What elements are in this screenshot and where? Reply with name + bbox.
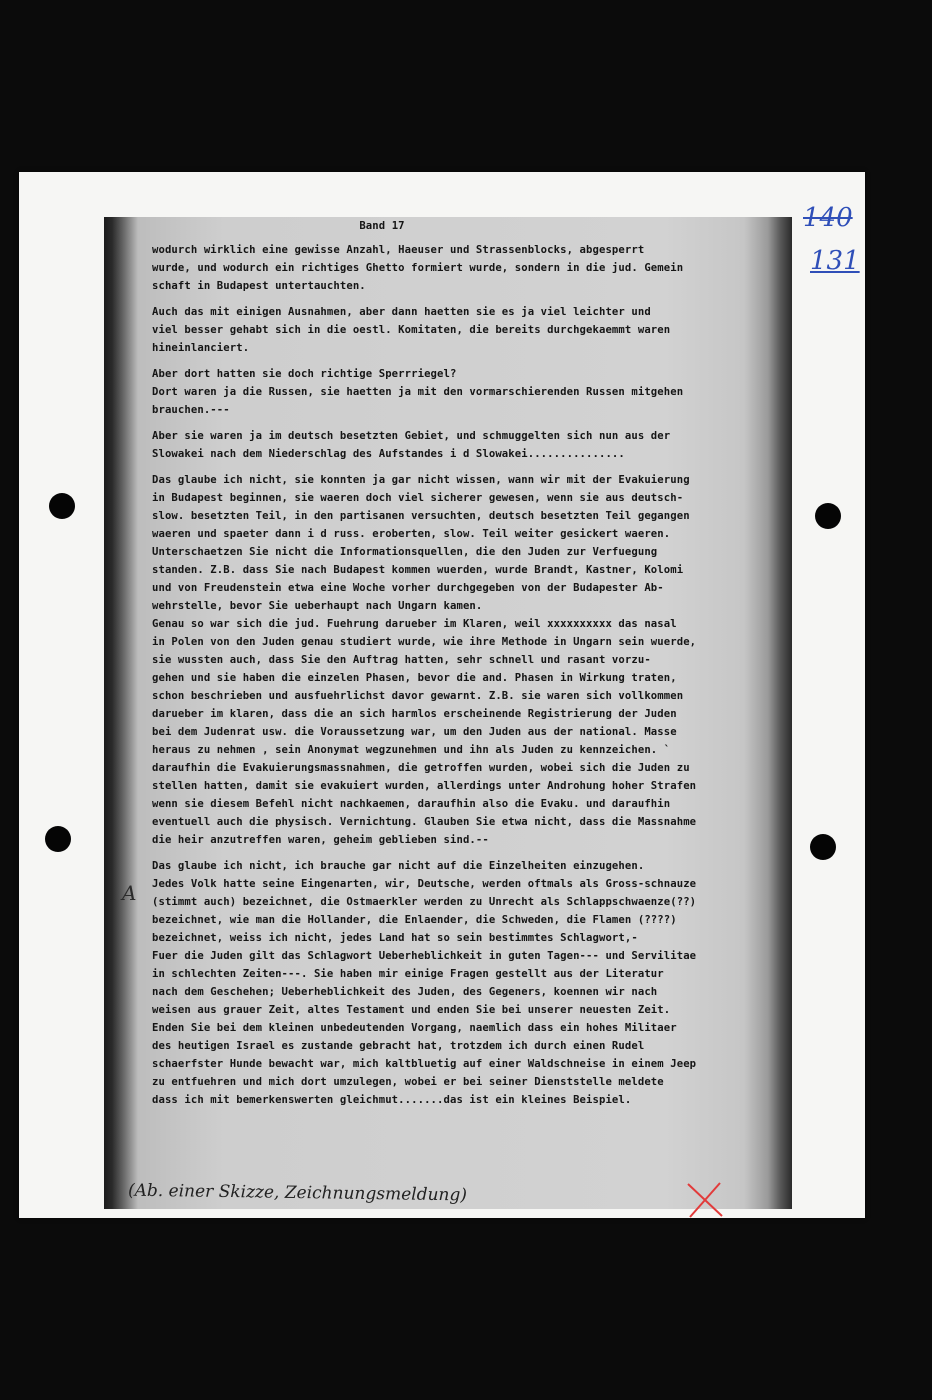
text-line: wodurch wirklich eine gewisse Anzahl, Haeuser und Strassenblocks, abgesperrt: [152, 244, 645, 256]
text-line: in Polen von den Juden genau studiert wurde, wie ihre Methode in Ungarn sein wuerde,: [152, 636, 697, 648]
text-line: brauchen.---: [152, 404, 230, 416]
text-line: Auch das mit einigen Ausnahmen, aber dann haetten sie es ja viel leichter und: [152, 306, 651, 318]
text-line: weisen aus grauer Zeit, altes Testament und enden Sie bei unserer neuesten Zeit.: [152, 1004, 671, 1016]
text-line: Dort waren ja die Russen, sie haetten ja mit den vormarschierenden Russen mitgehen: [152, 386, 684, 398]
text-line: in schlechten Zeiten---. Sie haben mir einige Fragen gestellt aus der Literatur: [152, 968, 664, 980]
text-line: hineinlanciert.: [152, 342, 250, 354]
text-line: Das glaube ich nicht, sie konnten ja gar nicht wissen, wann wir mit der Evakuierung: [152, 474, 690, 486]
text-line: die heir anzutreffen waren, geheim geblieben sind.--: [152, 834, 489, 846]
text-line: sie wussten auch, dass Sie den Auftrag hatten, sehr schnell und rasant vorzu-: [152, 654, 651, 666]
punch-hole-right-top: [815, 503, 841, 529]
text-line: schaerfster Hunde bewacht war, mich kaltbluetig auf einer Waldschneise in einem Jeep: [152, 1058, 697, 1070]
text-line: heraus zu nehmen , sein Anonymat wegzunehmen und ihn als Juden zu kennzeichen. `: [152, 744, 671, 756]
archive-number-upper: 140: [803, 203, 853, 233]
text-line: stellen hatten, damit sie evakuiert wurden, allerdings unter Androhung hoher Strafen: [152, 780, 697, 792]
text-line: viel besser gehabt sich in die oestl. Komitaten, die bereits durchgekaemmt waren: [152, 324, 671, 336]
text-line: Fuer die Juden gilt das Schlagwort Ueberheblichkeit in guten Tagen--- und Servilitae: [152, 950, 697, 962]
text-line: Genau so war sich die jud. Fuehrung darueber im Klaren, weil xxxxxxxxxx das nasal: [152, 618, 677, 630]
text-line: des heutigen Israel es zustande gebracht hat, trotzdem ich durch einen Rudel: [152, 1040, 645, 1052]
text-line: Das glaube ich nicht, ich brauche gar nicht auf die Einzelheiten einzugehen.: [152, 860, 645, 872]
text-line: eventuell auch die physisch. Vernichtung. Glauben Sie etwa nicht, dass die Massnahme: [152, 816, 697, 828]
paragraph: [152, 857, 784, 1109]
text-line: Aber dort hatten sie doch richtige Sperrriegel?: [152, 368, 457, 380]
text-line: slow. besetzten Teil, in den partisanen versuchten, deutsch besetzten Teil gegangen: [152, 510, 690, 522]
text-line: bei dem Judenrat usw. die Voraussetzung war, um den Juden aus der national. Masse: [152, 726, 677, 738]
text-line: Unterschaetzen Sie nicht die Informationsquellen, die den Juden zur Verfuegung: [152, 546, 658, 558]
photographed-typescript-page: [104, 217, 792, 1209]
text-line: wenn sie diesem Befehl nicht nachkaemen, daraufhin also die Evaku. und daraufhin: [152, 798, 671, 810]
text-line: gehen und sie haben die einzelen Phasen, bevor die and. Phasen in Wirkung traten,: [152, 672, 677, 684]
red-x-mark: [684, 1180, 726, 1220]
text-line: Slowakei nach dem Niederschlag des Aufstandes i d Slowakei...............: [152, 448, 625, 460]
page-header: Band 17: [359, 220, 405, 232]
text-line: Enden Sie bei dem kleinen unbedeutenden Vorgang, naemlich dass ein hohes Militaer: [152, 1022, 677, 1034]
punch-hole-left-top: [49, 493, 75, 519]
paragraph-container: [152, 241, 784, 1109]
text-line: darueber im klaren, dass die an sich harmlos erscheinende Registrierung der Juden: [152, 708, 677, 720]
margin-mark: A: [122, 881, 137, 905]
paragraph: [152, 241, 784, 295]
text-line: Jedes Volk hatte seine Eingenarten, wir, Deutsche, werden oftmals als Gross-schnauze: [152, 878, 697, 890]
text-line: in Budapest beginnen, sie waeren doch viel sicherer gewesen, wenn sie aus deutsch-: [152, 492, 684, 504]
text-line: zu entfuehren und mich dort umzulegen, wobei er bei seiner Dienststelle meldete: [152, 1076, 664, 1088]
text-line: nach dem Geschehen; Ueberheblichkeit des Juden, des Gegeners, koennen wir nach: [152, 986, 658, 998]
text-line: (stimmt auch) bezeichnet, die Ostmaerkler werden zu Unrecht als Schlappschwaenze(??): [152, 896, 697, 908]
paragraph: [152, 427, 784, 463]
text-line: bezeichnet, weiss ich nicht, jedes Land hat so sein bestimmtes Schlagwort,-: [152, 932, 638, 944]
text-line: dass ich mit bemerkenswerten gleichmut.......das ist ein kleines Beispiel.: [152, 1094, 632, 1106]
paragraph: [152, 303, 784, 357]
text-line: Aber sie waren ja im deutsch besetzten Gebiet, und schmuggelten sich nun aus der: [152, 430, 671, 442]
archive-number-lower: 131: [810, 246, 860, 276]
punch-hole-left-bottom: [45, 826, 71, 852]
text-line: daraufhin die Evakuierungsmassnahmen, die getroffen wurden, wobei sich die Juden zu: [152, 762, 690, 774]
text-line: wurde, und wodurch ein richtiges Ghetto formiert wurde, sondern in die jud. Gemein: [152, 262, 684, 274]
paragraph: [152, 471, 784, 849]
typed-text-body: [152, 217, 784, 1117]
text-line: und von Freudenstein etwa eine Woche vorher durchgegeben von der Budapester Ab-: [152, 582, 664, 594]
text-line: bezeichnet, wie man die Hollander, die Enlaender, die Schweden, die Flamen (????): [152, 914, 677, 926]
text-line: waeren und spaeter dann i d russ. eroberten, slow. Teil weiter gesickert waeren.: [152, 528, 671, 540]
text-line: wehrstelle, bevor Sie ueberhaupt nach Ungarn kamen.: [152, 600, 483, 612]
punch-hole-right-bottom: [810, 834, 836, 860]
text-line: standen. Z.B. dass Sie nach Budapest kommen wuerden, wurde Brandt, Kastner, Kolomi: [152, 564, 684, 576]
text-line: schaft in Budapest untertauchten.: [152, 280, 366, 292]
paragraph: [152, 365, 784, 419]
handwritten-note: (Ab. einer Skizze, Zeichnungsmeldung): [127, 1180, 468, 1206]
text-line: schon beschrieben und ausfuehrlichst davor gewarnt. Z.B. sie waren sich vollkommen: [152, 690, 684, 702]
